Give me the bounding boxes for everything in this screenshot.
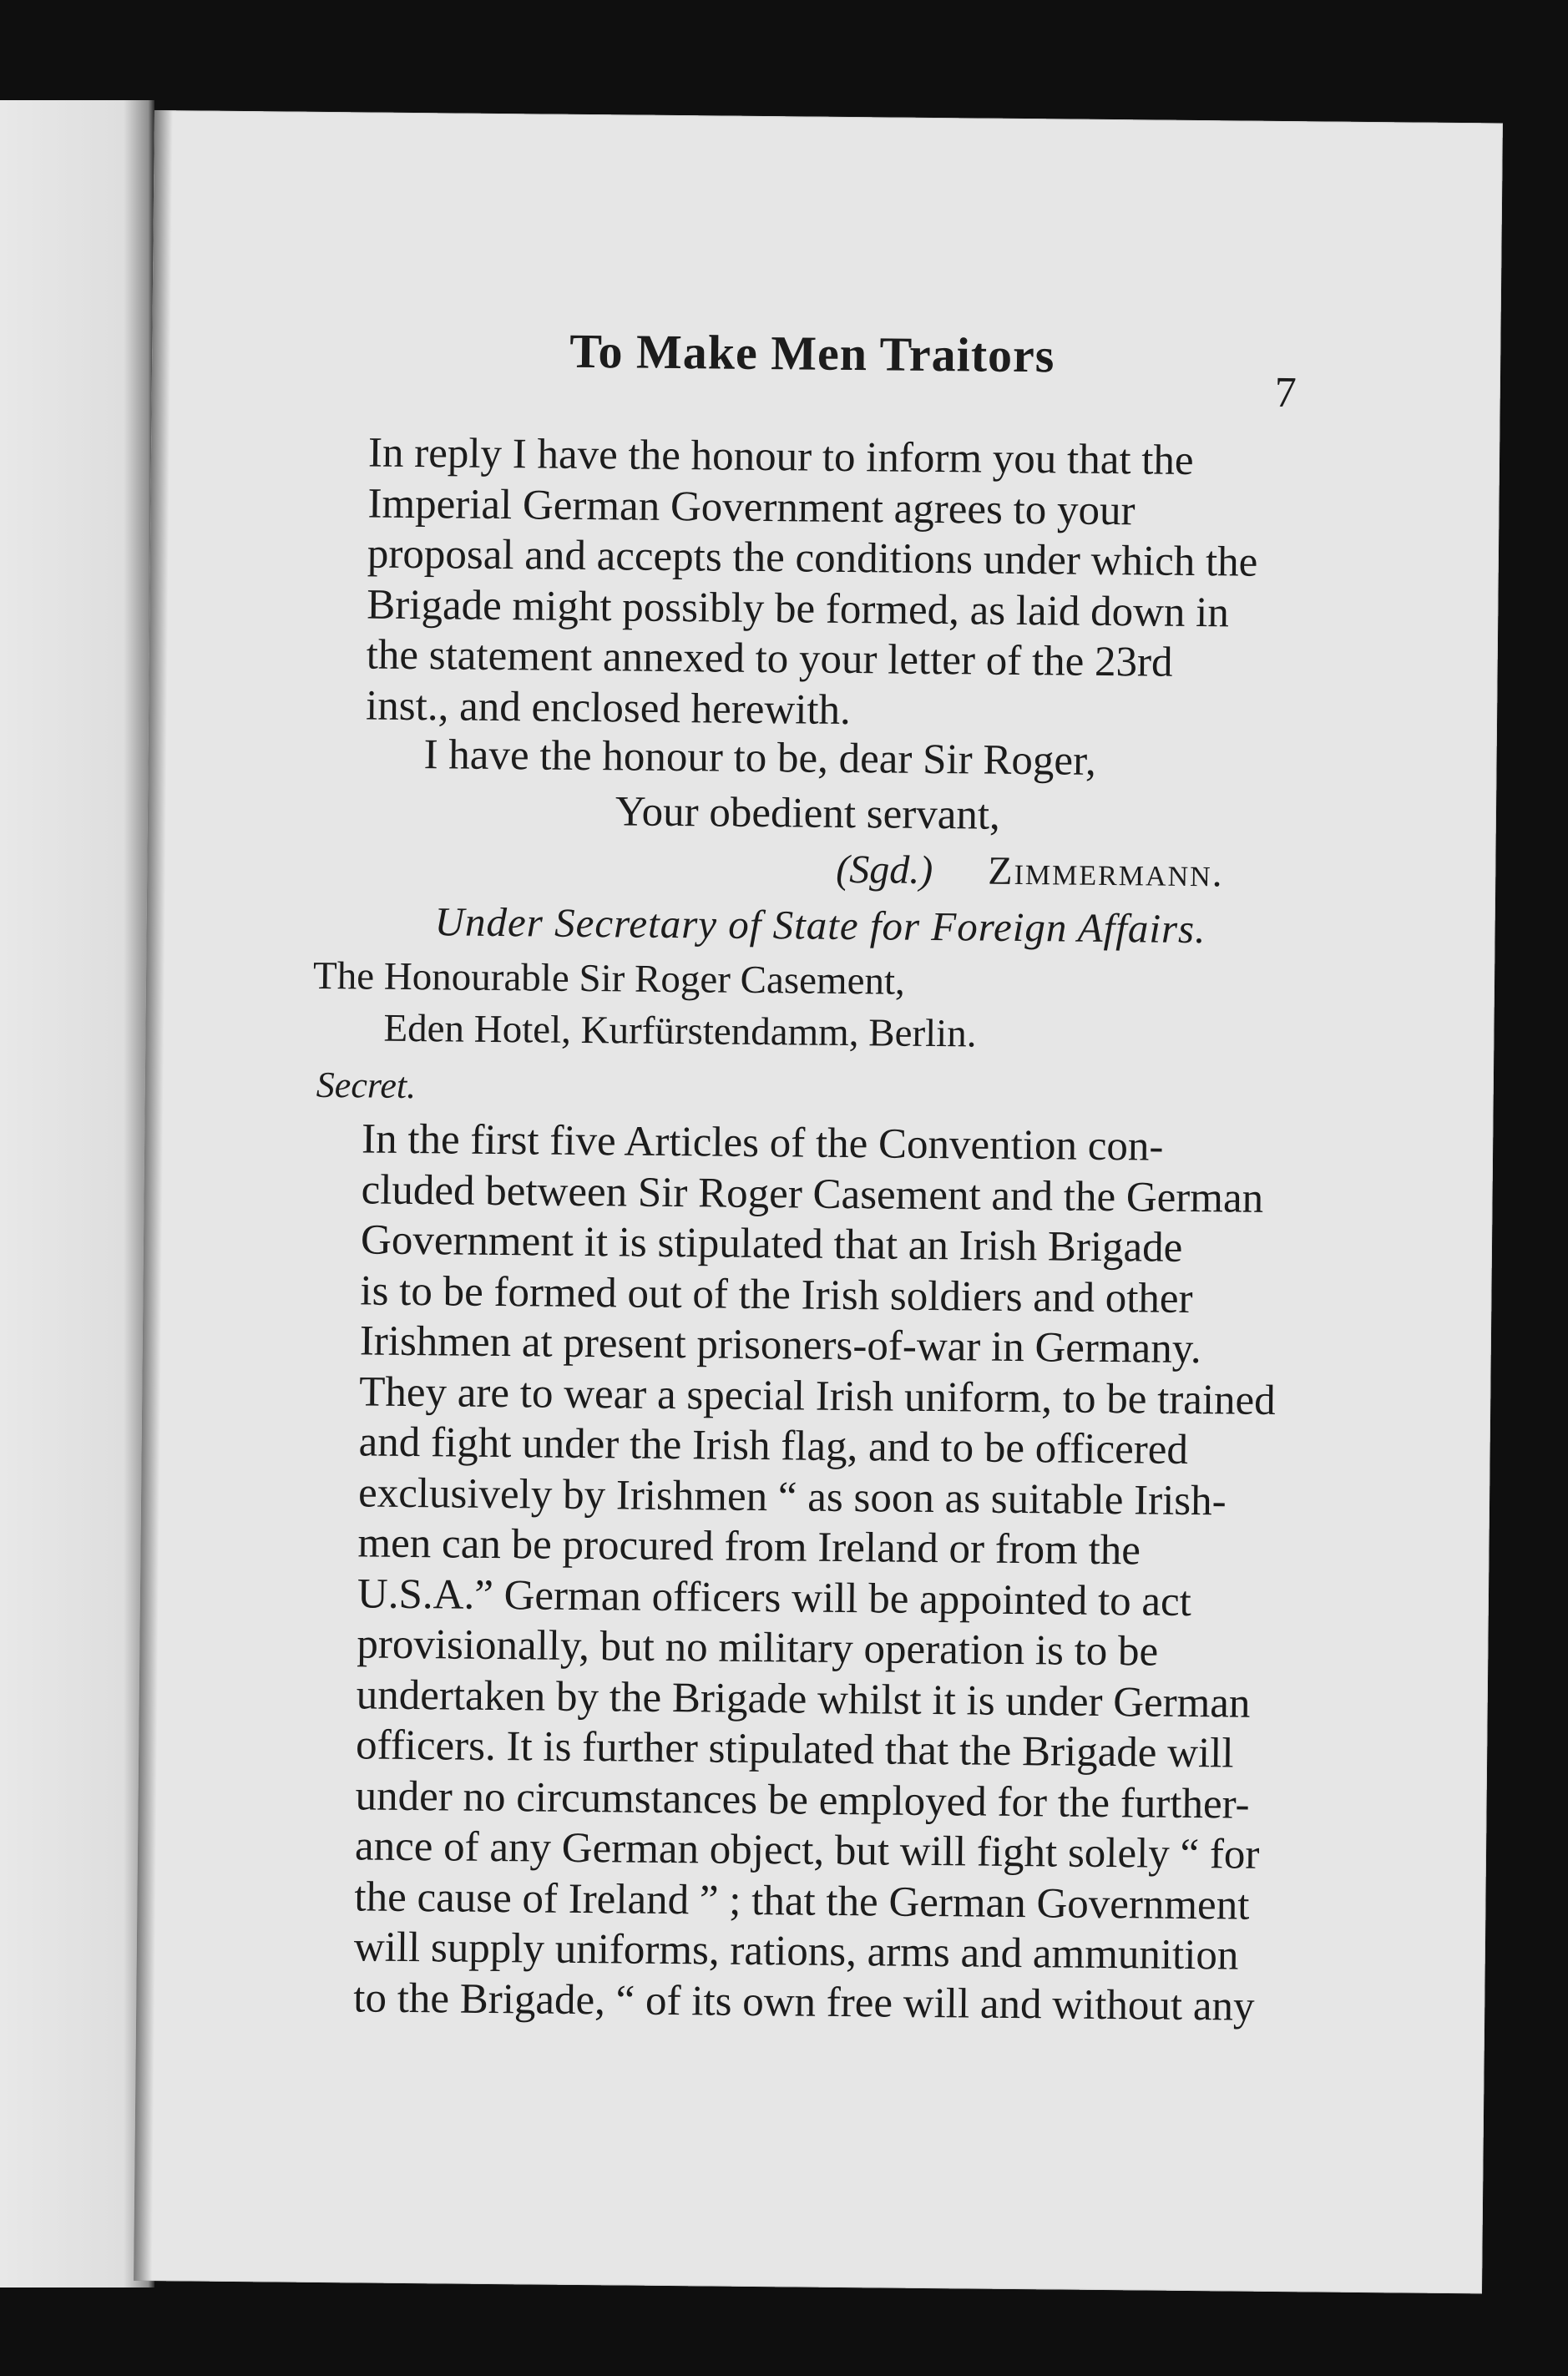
secret-marker: Secret. [316,1064,417,1107]
body-line: officers. It is further stipulated that the Brigade will [355,1721,1234,1777]
signature-prefix: (Sgd.) [836,847,933,892]
body-line: is to be formed out of the Irish soldiers and other [360,1266,1193,1322]
body-line: undertaken by the Brigade whilst it is under German [356,1671,1251,1727]
letter-line: Brigade might possibly be formed, as laid down in [367,580,1230,636]
body-line: ance of any German object, but will fight solely “ for [354,1822,1260,1878]
body-line: U.S.A.” German officers will be appointed to act [357,1570,1192,1625]
body-line: Government it is stipulated that an Irish Brigade [360,1216,1183,1271]
letter-line: proposal and accepts the conditions under which the [367,530,1258,586]
body-line: and fight under the Irish flag, and to be officered [358,1418,1189,1474]
signature [836,847,1224,896]
body-line: cluded between Sir Roger Casement and the German [361,1165,1264,1222]
facing-page-edge [0,100,154,2288]
body-line: In the first five Articles of the Convention con- [361,1115,1164,1170]
body-line: men can be procured from Ireland or from the [357,1519,1141,1575]
closing-salutation: Your obedient servant, [615,788,1001,839]
letter-line: Imperial German Government agrees to your [367,479,1136,534]
addressee-line: The Honourable Sir Roger Casement, [312,953,906,1003]
body-line: They are to wear a special Irish uniform, to be trained [359,1367,1276,1424]
signature-name: Zimmermann. [988,848,1224,896]
body-line: to the Brigade, “ of its own free will and without any [353,1974,1255,2030]
letter-paragraph [320,427,1312,740]
body-line: the cause of Ireland ” ; that the German Government [354,1873,1250,1929]
body-line: will supply uniforms, rations, arms and ammunition [353,1924,1239,1979]
letter-line: inst., and enclosed herewith. [365,681,852,734]
body-paragraph [307,1114,1305,2032]
body-line: Irishmen at present prisoners-of-war in Germany. [359,1317,1201,1373]
closing-line: I have the honour to be, dear Sir Roger, [423,731,1097,785]
body-line: exclusively by Irishmen “ as soon as suitable Irish- [357,1469,1227,1524]
letter-line: the statement annexed to your letter of the 23rd [366,631,1173,686]
page-number: 7 [1274,368,1297,417]
addressee-address: Eden Hotel, Kurfürstendamm, Berlin. [383,1006,977,1056]
book-page [134,110,1503,2293]
signatory-title: Under Secretary of State for Foreign Affairs. [434,898,1206,953]
letter-line: In reply I have the honour to inform you that the [367,429,1194,484]
body-line: under no circumstances be employed for the further- [355,1772,1250,1828]
body-line: provisionally, but no military operation is to be [357,1620,1159,1676]
running-head: To Make Men Traitors [569,323,1055,383]
